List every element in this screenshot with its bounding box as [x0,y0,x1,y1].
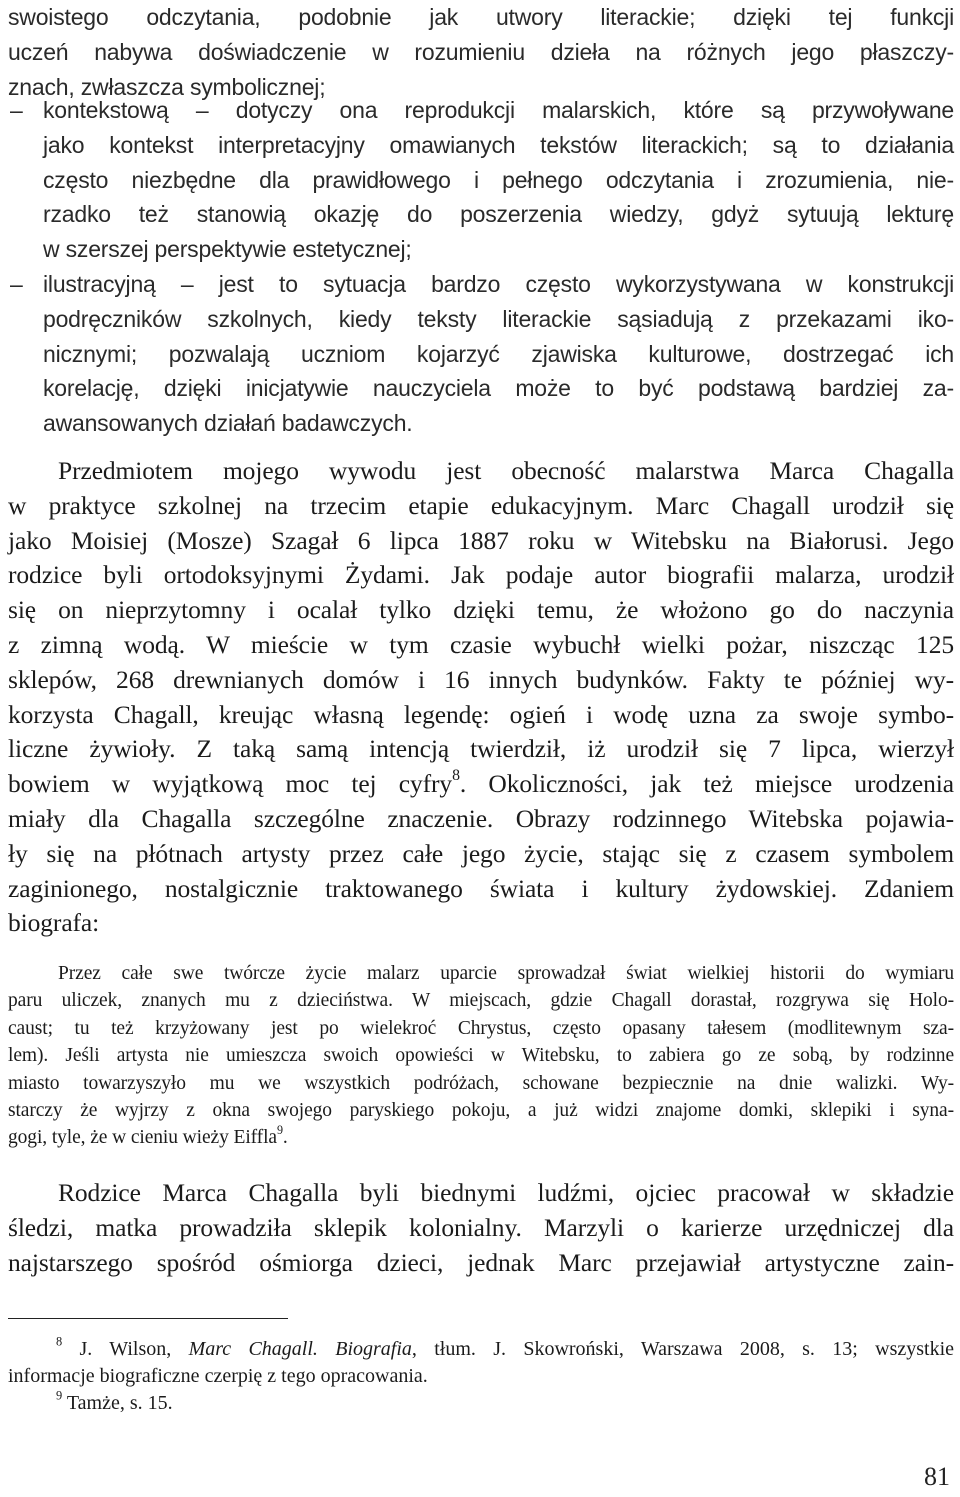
intro-text [8,0,954,104]
page-number: 81 [924,1462,950,1491]
paragraph-line: śledzi, matka prowadziła sklepik kolonialny. Marzyli o karierze urzędniczej dla [8,1212,954,1242]
list-item [8,93,954,267]
paragraph-1 [8,454,954,941]
list-item-line: nicznymi; pozwalają uczniom kojarzyć zjawiska kulturowe, dostrzegać ich [43,340,954,367]
paragraph-line: korzysta Chagall, kreując własną legendę: ogień i wodę uzna za swoje symbo- [8,699,954,729]
footnote-number: 9 [56,1388,63,1403]
paragraph-line: z zimną wodą. W mieście w tym czasie wybuchł wielki pożar, niszcząc 125 [8,629,954,659]
paragraph-2 [8,1176,954,1280]
footnote-ref-9[interactable]: 9 [276,1123,283,1138]
list-item-line: awansowanych działań badawczych. [43,410,413,437]
block-quote [8,960,954,1152]
quote-line-part: gogi, tyle, że w cieniu wieży Eiffla [8,1127,277,1149]
intro-line: znach, zwłaszcza symbolicznej; [8,73,326,100]
list-item-line: jako kontekst interpretacyjny omawianych tekstów literackich; są to działania [43,131,954,158]
list-item-line: korelację, dzięki inicjatywie nauczyciela może to być podstawą bardziej za- [43,375,954,402]
quote-line: miasto towarzyszyło mu we wszystkich podróżach, schowane bezpiecznie na dnie walizki. Wy- [8,1072,954,1094]
quote-line-part: . [282,1127,288,1149]
footnote-book-title: Marc Chagall. Biografia [188,1338,412,1360]
paragraph-line: w praktyce szkolnej na trzecim etapie edukacyjnym. Marc Chagall urodził się [8,490,954,520]
quote-line [8,1124,954,1151]
paragraph-line: Rodzice Marca Chagalla byli biednymi ludźmi, ojciec pracował w składzie [58,1178,954,1207]
intro-line: uczeń nabywa doświadczenie w rozumieniu dzieła na różnych jego płaszczy- [8,38,954,65]
paragraph-line: miały dla Chagalla szczególne znaczenie. Obrazy rodzinnego Witebska pojawia- [8,803,954,833]
paragraph-line: najstarszego spośród ośmiorga dzieci, jednak Marc przejawiał artystyczne zain- [8,1247,954,1277]
footnote-9 [8,1390,954,1417]
list-item-line: w szerszej perspektywie estetycznej; [43,236,412,263]
quote-line: caust; tu też krzyżowany jest po wielekroć Chrystus, często opasany tałesem (modlitewnym sza- [8,1017,954,1039]
paragraph-line: rodzice byli ortodoksyjnymi Żydami. Jak podaje autor biografii malarza, urodził [8,560,954,590]
footnote-line [8,1336,954,1363]
list-item-line: ilustracyjną – jest to sytuacja bardzo często wykorzystywana w konstrukcji [43,270,954,297]
footnote-line [8,1390,954,1417]
dash-marker: – [10,97,23,123]
paragraph-line: liczne żywioły. Z taką samą intencją twierdził, iż urodził się 7 lipca, wierzył [8,734,954,764]
paragraph-line: ły się na płótnach artysty przez całe jego życie, stając się z czasem symbolem [8,838,954,868]
paragraph-line: zaginionego, nostalgicznie traktowanego świata i kultury żydowskiej. Zdaniem [8,873,954,903]
footnotes [8,1336,954,1417]
quote-line: starczy że wyjrzy z okna swojego paryskiego pokoju, a już widzi znajome domki, sklepiki i syna- [8,1100,954,1122]
quote-line: lem). Jeśli artysta nie umieszcza swoich opowieści w Witebsku, to zabiera go ze sobą, by rodzinne [8,1045,954,1067]
paragraph-line: jako Moisiej (Mosze) Szagał 6 lipca 1887 roku w Witebsku na Białorusi. Jego [8,525,954,555]
list-item-line: często niezbędne dla prawidłowego i pełnego odczytania i zrozumienia, nie- [43,166,954,193]
paragraph-line [8,767,954,802]
list-item-line: kontekstową – dotyczy ona reprodukcji malarskich, które są przywoływane [43,97,954,123]
list-item-line: rzadko też stanowią okazję do poszerzenia wiedzy, gdyż sytuują lekturę [43,201,954,228]
paragraph-line: Przedmiotem mojego wywodu jest obecność malarstwa Marca Chagalla [58,456,954,485]
footnote-line: informacje biograficzne czerpię z tego opracowania. [8,1365,428,1387]
footnote-separator [8,1318,288,1319]
footnote-number: 8 [56,1334,63,1349]
footnote-8 [8,1336,954,1390]
paragraph-line: się on nieprzytomny i ocalał tylko dzięki temu, że włożono go do naczynia [8,595,954,625]
quote-line: paru uliczek, znanych mu z dzieciństwa. W miejscach, gdzie Chagall dorastał, rozgrywa się Holo- [8,990,954,1012]
footnote-text: , tłum. J. Skowroński, Warszawa 2008, s. 13; wszystkie [411,1338,954,1360]
paragraph-line: biografa: [8,908,100,938]
paragraph-line-part: bowiem w wyjątkową moc tej cyfry [8,769,453,799]
paragraph-line-part: . Okoliczności, jak też miejsce urodzenia [459,769,954,799]
footnote-text: Tamże, s. 15. [62,1392,173,1414]
footnote-text: J. Wilson, [62,1338,189,1360]
list-item-line: podręczników szkolnych, kiedy teksty literackie sąsiadują z przekazami iko- [43,305,954,332]
bullet-list [8,93,954,441]
intro-line: swoistego odczytania, podobnie jak utwory literackie; dzięki tej funkcji [8,4,954,30]
footnote-ref-8[interactable]: 8 [452,767,460,785]
dash-marker: – [10,270,23,297]
paragraph-line: sklepów, 268 drewnianych domów i 16 innych budynków. Fakty te później wy- [8,664,954,694]
quote-line: Przez całe swe twórcze życie malarz uparcie sprowadzał świat wielkiej historii do wymiaru [58,963,954,984]
list-item [8,267,954,441]
